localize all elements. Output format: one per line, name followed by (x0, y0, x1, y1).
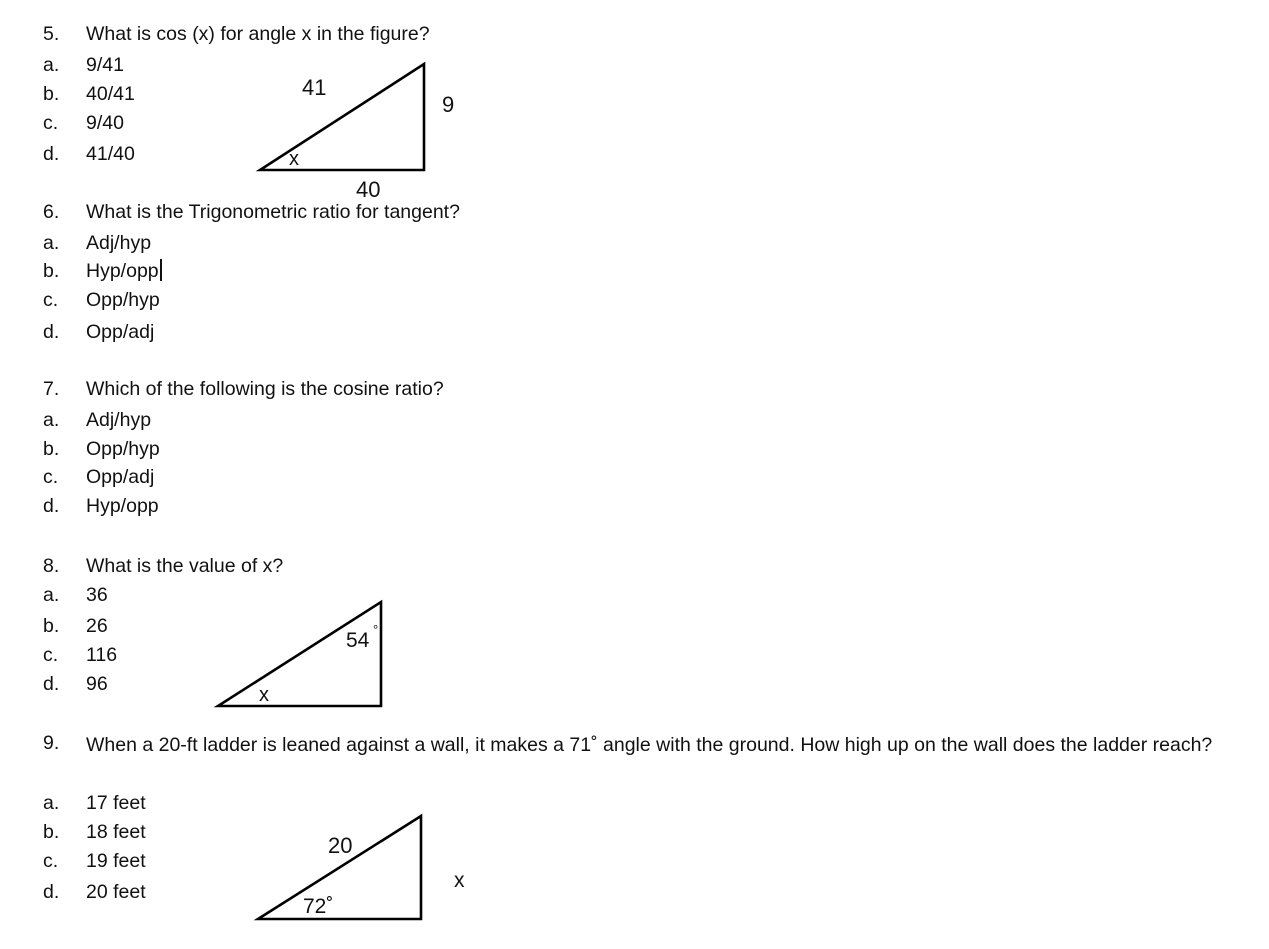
question-text: When a 20-ft ladder is leaned against a wall, it makes a 71˚ angle with the ground. How high up on the wall does the ladder reach? (86, 734, 1213, 756)
option-text: Adj/hyp (86, 409, 152, 431)
option-text: Opp/adj (86, 321, 155, 343)
option-letter: c. (43, 850, 59, 872)
option-text: Opp/hyp (86, 289, 160, 311)
vertical-side-label: 9 (442, 92, 455, 117)
option-letter: c. (43, 644, 59, 666)
triangle-q9 (258, 816, 421, 919)
option-text: 9/40 (86, 112, 124, 134)
angle-label: x (259, 684, 269, 706)
question-text: What is the value of x? (86, 555, 284, 577)
option-text: 20 feet (86, 881, 146, 903)
option-text-with-cursor (86, 259, 162, 283)
triangle-q5 (260, 64, 424, 170)
option-letter: c. (43, 289, 59, 311)
question-number: 8. (43, 555, 60, 577)
hypotenuse-label: 41 (302, 75, 327, 100)
angle-label: x (289, 148, 299, 170)
option-text: Hyp/opp (86, 495, 159, 517)
option-text: 17 feet (86, 792, 146, 814)
degree-mark: ° (373, 622, 379, 637)
option-letter: c. (43, 466, 59, 488)
question-text: What is cos (x) for angle x in the figure? (86, 23, 430, 45)
option-letter: b. (43, 83, 60, 105)
side-label: x (454, 869, 465, 892)
option-text: 96 (86, 673, 108, 695)
option-text: 18 feet (86, 821, 146, 843)
option-text: 40/41 (86, 83, 135, 105)
option-text: 26 (86, 615, 108, 637)
option-letter: b. (43, 260, 60, 282)
option-letter: d. (43, 673, 60, 695)
question-number: 6. (43, 201, 60, 223)
top-angle-label: 54 (346, 629, 370, 652)
option-text: Hyp/opp (86, 260, 159, 282)
option-letter: a. (43, 54, 60, 76)
option-letter: b. (43, 821, 60, 843)
question-number: 5. (43, 23, 60, 45)
option-text: Adj/hyp (86, 232, 152, 254)
question-number: 9. (43, 732, 60, 754)
question-text: What is the Trigonometric ratio for tangent? (86, 201, 460, 223)
option-letter: c. (43, 112, 59, 134)
hypotenuse-label: 20 (328, 833, 353, 858)
option-text: 41/40 (86, 143, 135, 165)
option-text: 36 (86, 584, 108, 606)
option-letter: d. (43, 881, 60, 903)
option-letter: d. (43, 143, 60, 165)
option-letter: a. (43, 232, 60, 254)
option-text: 9/41 (86, 54, 124, 76)
option-letter: a. (43, 584, 60, 606)
triangle-q8 (218, 602, 381, 706)
option-text: 19 feet (86, 850, 146, 872)
option-text: Opp/adj (86, 466, 155, 488)
option-letter: d. (43, 495, 60, 517)
option-letter: b. (43, 615, 60, 637)
option-letter: b. (43, 438, 60, 460)
option-letter: d. (43, 321, 60, 343)
option-text: Opp/hyp (86, 438, 160, 460)
text-cursor (160, 259, 162, 281)
question-text: Which of the following is the cosine ratio? (86, 378, 444, 400)
option-letter: a. (43, 792, 60, 814)
question-number: 7. (43, 378, 60, 400)
option-letter: a. (43, 409, 60, 431)
angle-label: 72˚ (303, 895, 334, 918)
option-text: 116 (86, 644, 118, 666)
base-label: 40 (356, 177, 381, 202)
